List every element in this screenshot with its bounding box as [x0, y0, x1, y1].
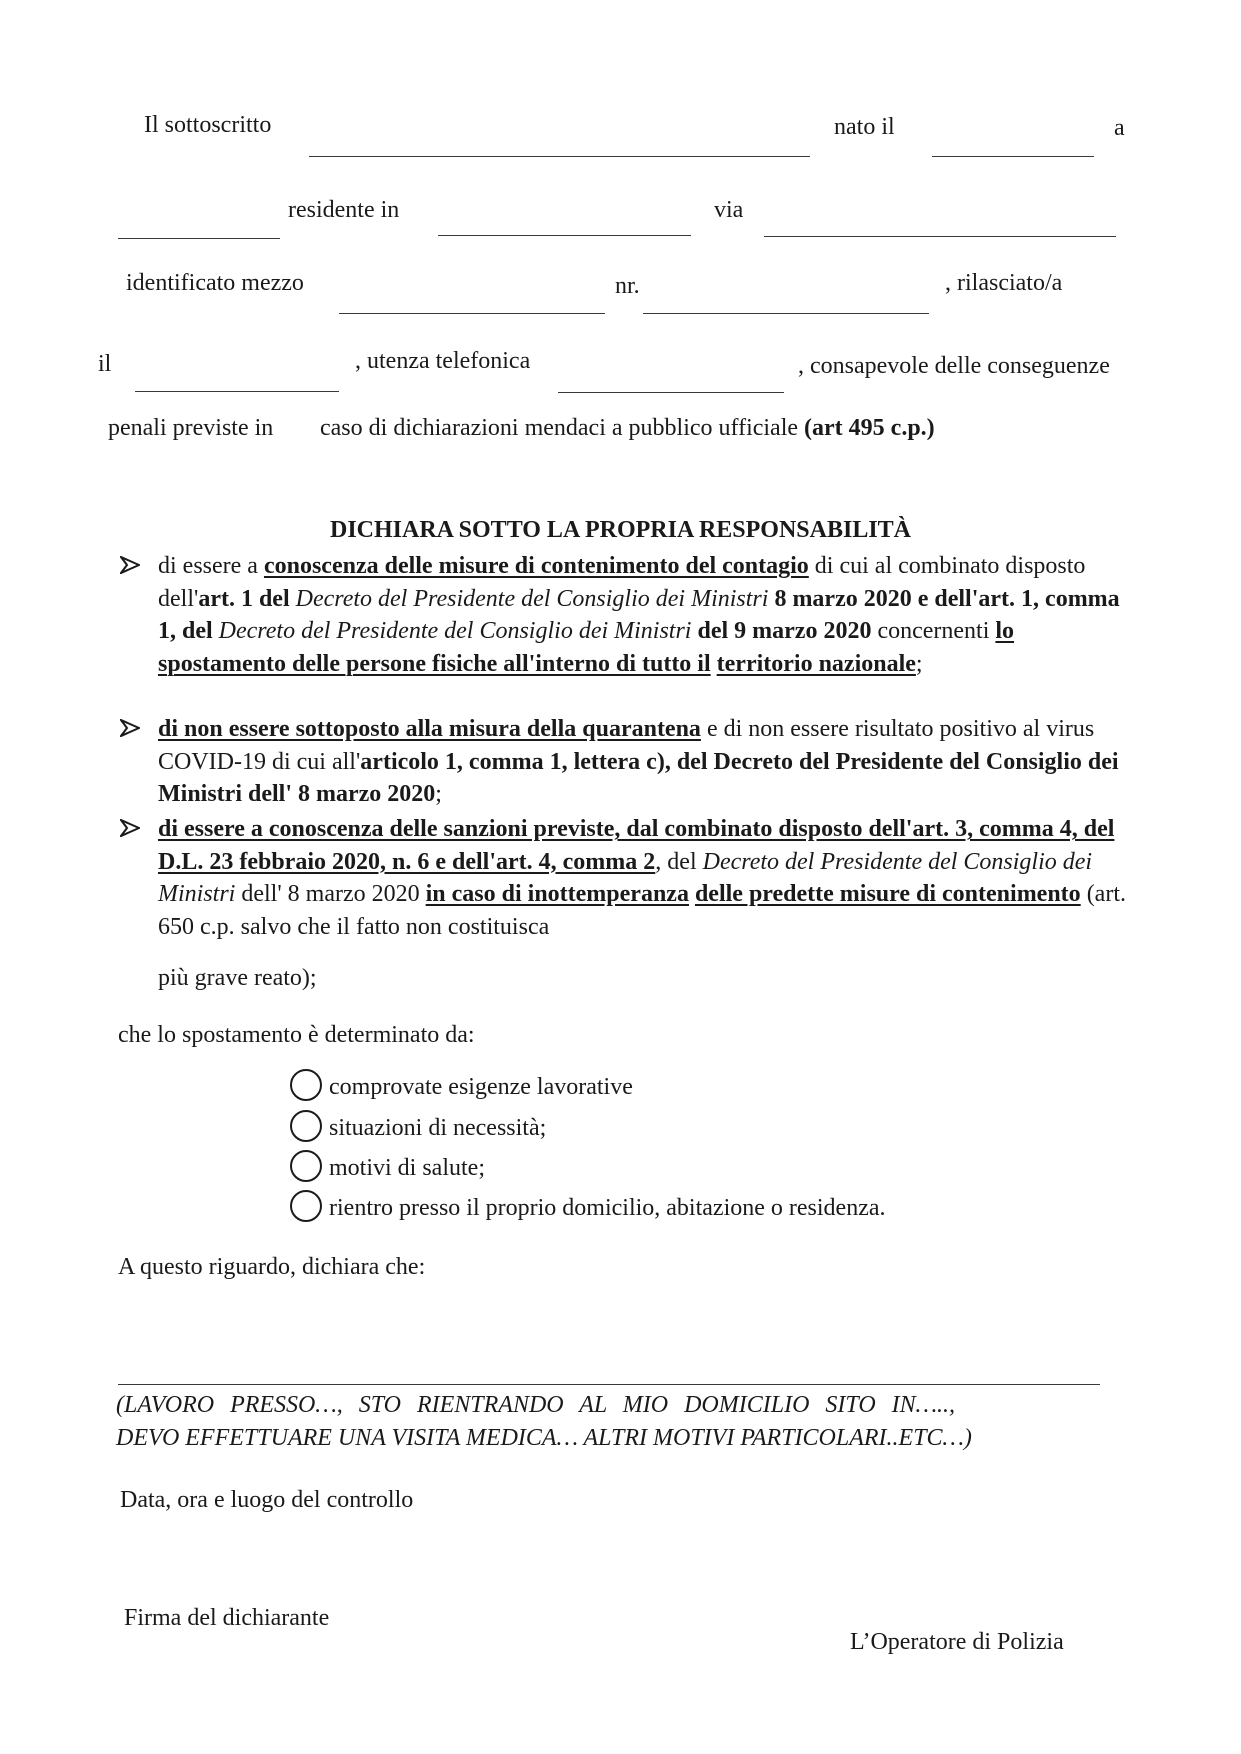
bullet-text: delle predette misure di contenimento [694, 881, 1081, 907]
bullet-text: del 9 marzo 2020 [691, 618, 872, 644]
bullet-text: di essere a [158, 553, 264, 579]
label-riguardo: A questo riguardo, dichiara che: [118, 1254, 426, 1280]
bullet-text: lo spostamento delle persone fisiche all'interno di tutto il [158, 618, 1015, 677]
label-residente-in: residente in [288, 197, 400, 223]
option-label: motivi di salute; [329, 1155, 485, 1181]
label-nr: nr. [615, 273, 640, 299]
field-numero-documento[interactable] [643, 313, 929, 314]
field-luogo-nascita[interactable] [118, 238, 280, 239]
label-spostamento: che lo spostamento è determinato da: [118, 1022, 475, 1048]
bullet-text: Decreto del Presidente del Consiglio dei Ministri [295, 585, 769, 612]
bullet-text: Decreto del Presidente del Consiglio dei Ministri [218, 618, 692, 644]
text-art-495: (art 495 c.p.) [804, 415, 935, 441]
bullet-text: dell' 8 marzo 2020 [235, 881, 426, 907]
text-esempio-1: (LAVORO PRESSO…, STO RIENTRANDO AL MIO DOMICILIO SITO IN….., [116, 1392, 955, 1418]
label-via: via [714, 197, 744, 223]
bullet-text: di non essere sottoposto alla misura della quarantena [158, 716, 701, 742]
arrow-bullet-icon [120, 556, 140, 574]
arrow-bullet-icon [120, 819, 140, 837]
bullet-text: articolo 1, comma 1, lettera c), del Decreto del Presidente del Consiglio dei Ministri dell' 8 marzo 2020 [158, 748, 1119, 807]
text-esempio-2: DEVO EFFETTUARE UNA VISITA MEDICA… ALTRI MOTIVI PARTICOLARI..ETC…) [116, 1425, 972, 1451]
label-sottoscritto: Il sottoscritto [144, 112, 272, 138]
field-data-nascita[interactable] [932, 156, 1094, 157]
bullet-text: art. 1 del [198, 585, 296, 612]
option-label: rientro presso il proprio domicilio, abitazione o residenza. [329, 1195, 886, 1221]
page-title: DICHIARA SOTTO LA PROPRIA RESPONSABILITÀ [329, 517, 912, 543]
label-rilasciato: , rilasciato/a [945, 270, 1063, 296]
field-documento[interactable] [339, 313, 605, 314]
label-operatore-polizia: L’Operatore di Polizia [850, 1629, 1064, 1655]
bullet-text: concernenti [871, 618, 996, 644]
bullet-sanzioni-end: più grave reato); [158, 965, 317, 991]
bullet-misure-contenimento [158, 550, 1138, 680]
label-utenza-telefonica: , utenza telefonica [355, 348, 531, 374]
label-consapevole: , consapevole delle conseguenze [798, 353, 1110, 379]
bullet-text: ; [435, 781, 442, 807]
label-a: a [1114, 115, 1125, 141]
text-dichiarazioni-mendaci-body: caso di dichiarazioni mendaci a pubblico ufficiale [320, 415, 799, 441]
bullet-text: di cui al combinato disposto dell' [158, 553, 1086, 612]
label-penali: penali previste in [108, 415, 274, 441]
arrow-bullet-icon [120, 719, 140, 737]
bullet-text: e di non essere risultato positivo al virus COVID-19 di cui all' [158, 716, 1095, 775]
text-dichiarazioni-mendaci [320, 414, 935, 442]
field-residenza[interactable] [438, 235, 691, 236]
option-label: comprovate esigenze lavorative [329, 1074, 633, 1100]
radio-lavoro[interactable] [290, 1069, 322, 1101]
label-data-ora-luogo: Data, ora e luogo del controllo [120, 1487, 414, 1513]
bullet-text: in caso di inottemperanza [425, 881, 689, 907]
bullet-text: , del [655, 848, 703, 875]
option-label: situazioni di necessità; [329, 1115, 547, 1141]
label-identificato-mezzo: identificato mezzo [126, 270, 304, 296]
bullet-quarantena [158, 713, 1138, 811]
bullet-text: ; [915, 650, 923, 677]
field-motivazione[interactable] [118, 1384, 1100, 1385]
label-nato-il: nato il [834, 114, 895, 140]
field-via[interactable] [764, 236, 1116, 237]
radio-salute[interactable] [290, 1150, 322, 1182]
label-il: il [98, 351, 112, 377]
bullet-text: conoscenza delle misure di contenimento del contagio [263, 553, 809, 579]
label-firma-dichiarante: Firma del dichiarante [124, 1605, 330, 1631]
field-telefono[interactable] [558, 392, 784, 393]
bullet-text: di essere a conoscenza delle sanzioni previste, dal combinato disposto dell'art. 3, comma 4, del D.L. 23 febbraio 2020, n. 6 e dell'art. 4, comma 2 [158, 816, 1115, 875]
radio-necessita[interactable] [290, 1110, 322, 1142]
bullet-text: territorio nazionale [716, 650, 916, 677]
radio-rientro[interactable] [290, 1190, 322, 1222]
field-nome[interactable] [309, 156, 810, 157]
bullet-text: 8 marzo 2020 e dell'art. 1, comma 1, del [158, 585, 1120, 644]
field-data-rilascio[interactable] [135, 391, 339, 392]
bullet-sanzioni [158, 813, 1138, 943]
bullet-text: Decreto del Presidente del Consiglio dei Ministri [158, 848, 1093, 907]
bullet-text: (art. 650 c.p. salvo che il fatto non costituisca [158, 881, 1126, 940]
